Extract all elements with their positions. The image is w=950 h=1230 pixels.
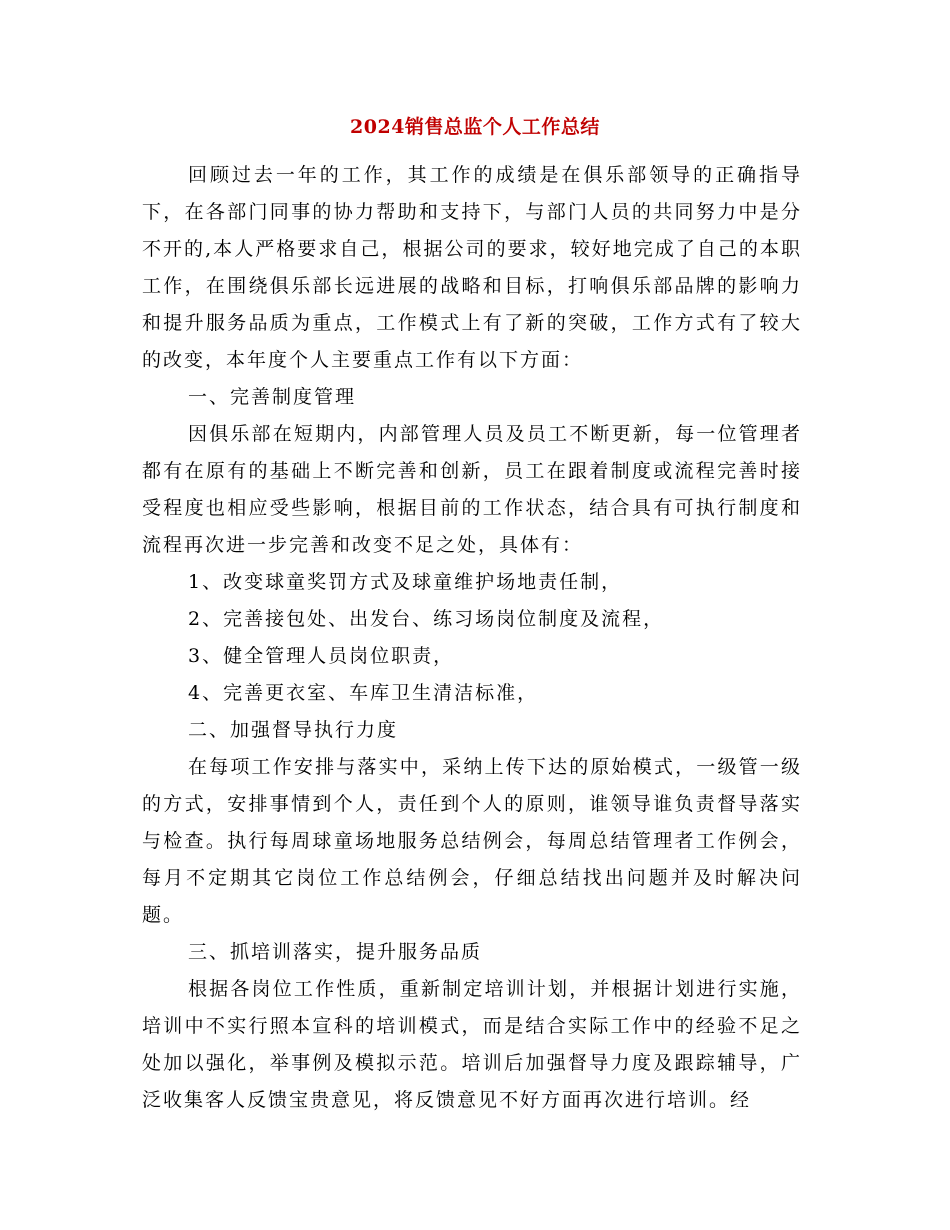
- section-paragraph-1: 因俱乐部在短期内，内部管理人员及员工不断更新，每一位管理者都有在原有的基础上不断完善和创新，员工在跟着制度或流程完善时接受程度也相应受些影响，根据目前的工作状态，结合具有可执行制度和流程再次进一步完善和改变不足之处，具体有：: [142, 423, 802, 556]
- list-item: 2、完善接包处、出发台、练习场岗位制度及流程，: [188, 608, 665, 630]
- list-item: 1、改变球童奖罚方式及球童维护场地责任制，: [188, 571, 623, 593]
- section-paragraph-3: 根据各岗位工作性质，重新制定培训计划，并根据计划进行实施，培训中不实行照本宣科的培训模式，而是结合实际工作中的经验不足之处加以强化，举事例及模拟示范。培训后加强督导力度及跟踪辅导，广泛收集客人反馈宝贵意见，将反馈意见不好方面再次进行培训。经: [142, 978, 802, 1111]
- section-heading-2: 二、加强督导执行力度: [188, 719, 399, 741]
- document-title: 2024销售总监个人工作总结: [350, 116, 600, 138]
- section-paragraph-2: 在每项工作安排与落实中，采纳上传下达的原始模式，一级管一级的方式，安排事情到个人，责任到个人的原则，谁领导谁负责督导落实与检查。执行每周球童场地服务总结例会，每周总结管理者工作例会，每月不定期其它岗位工作总结例会，仔细总结找出问题并及时解决问题。: [142, 756, 802, 926]
- list-item: 3、健全管理人员岗位职责，: [188, 645, 455, 667]
- intro-paragraph: 回顾过去一年的工作，其工作的成绩是在俱乐部领导的正确指导下，在各部门同事的协力帮助和支持下，与部门人员的共同努力中是分不开的,本人严格要求自己，根据公司的要求，较好地完成了自己的本职工作，在围绕俱乐部长远进展的战略和目标，打响俱乐部品牌的影响力和提升服务品质为重点，工作模式上有了新的突破，工作方式有了较大的改变，本年度个人主要重点工作有以下方面：: [142, 164, 802, 371]
- section-heading-3: 三、抓培训落实，提升服务品质: [188, 941, 483, 963]
- list-item: 4、完善更衣室、车库卫生清洁标准，: [188, 682, 539, 704]
- section-heading-1: 一、完善制度管理: [188, 386, 357, 408]
- document-body: [142, 157, 802, 1119]
